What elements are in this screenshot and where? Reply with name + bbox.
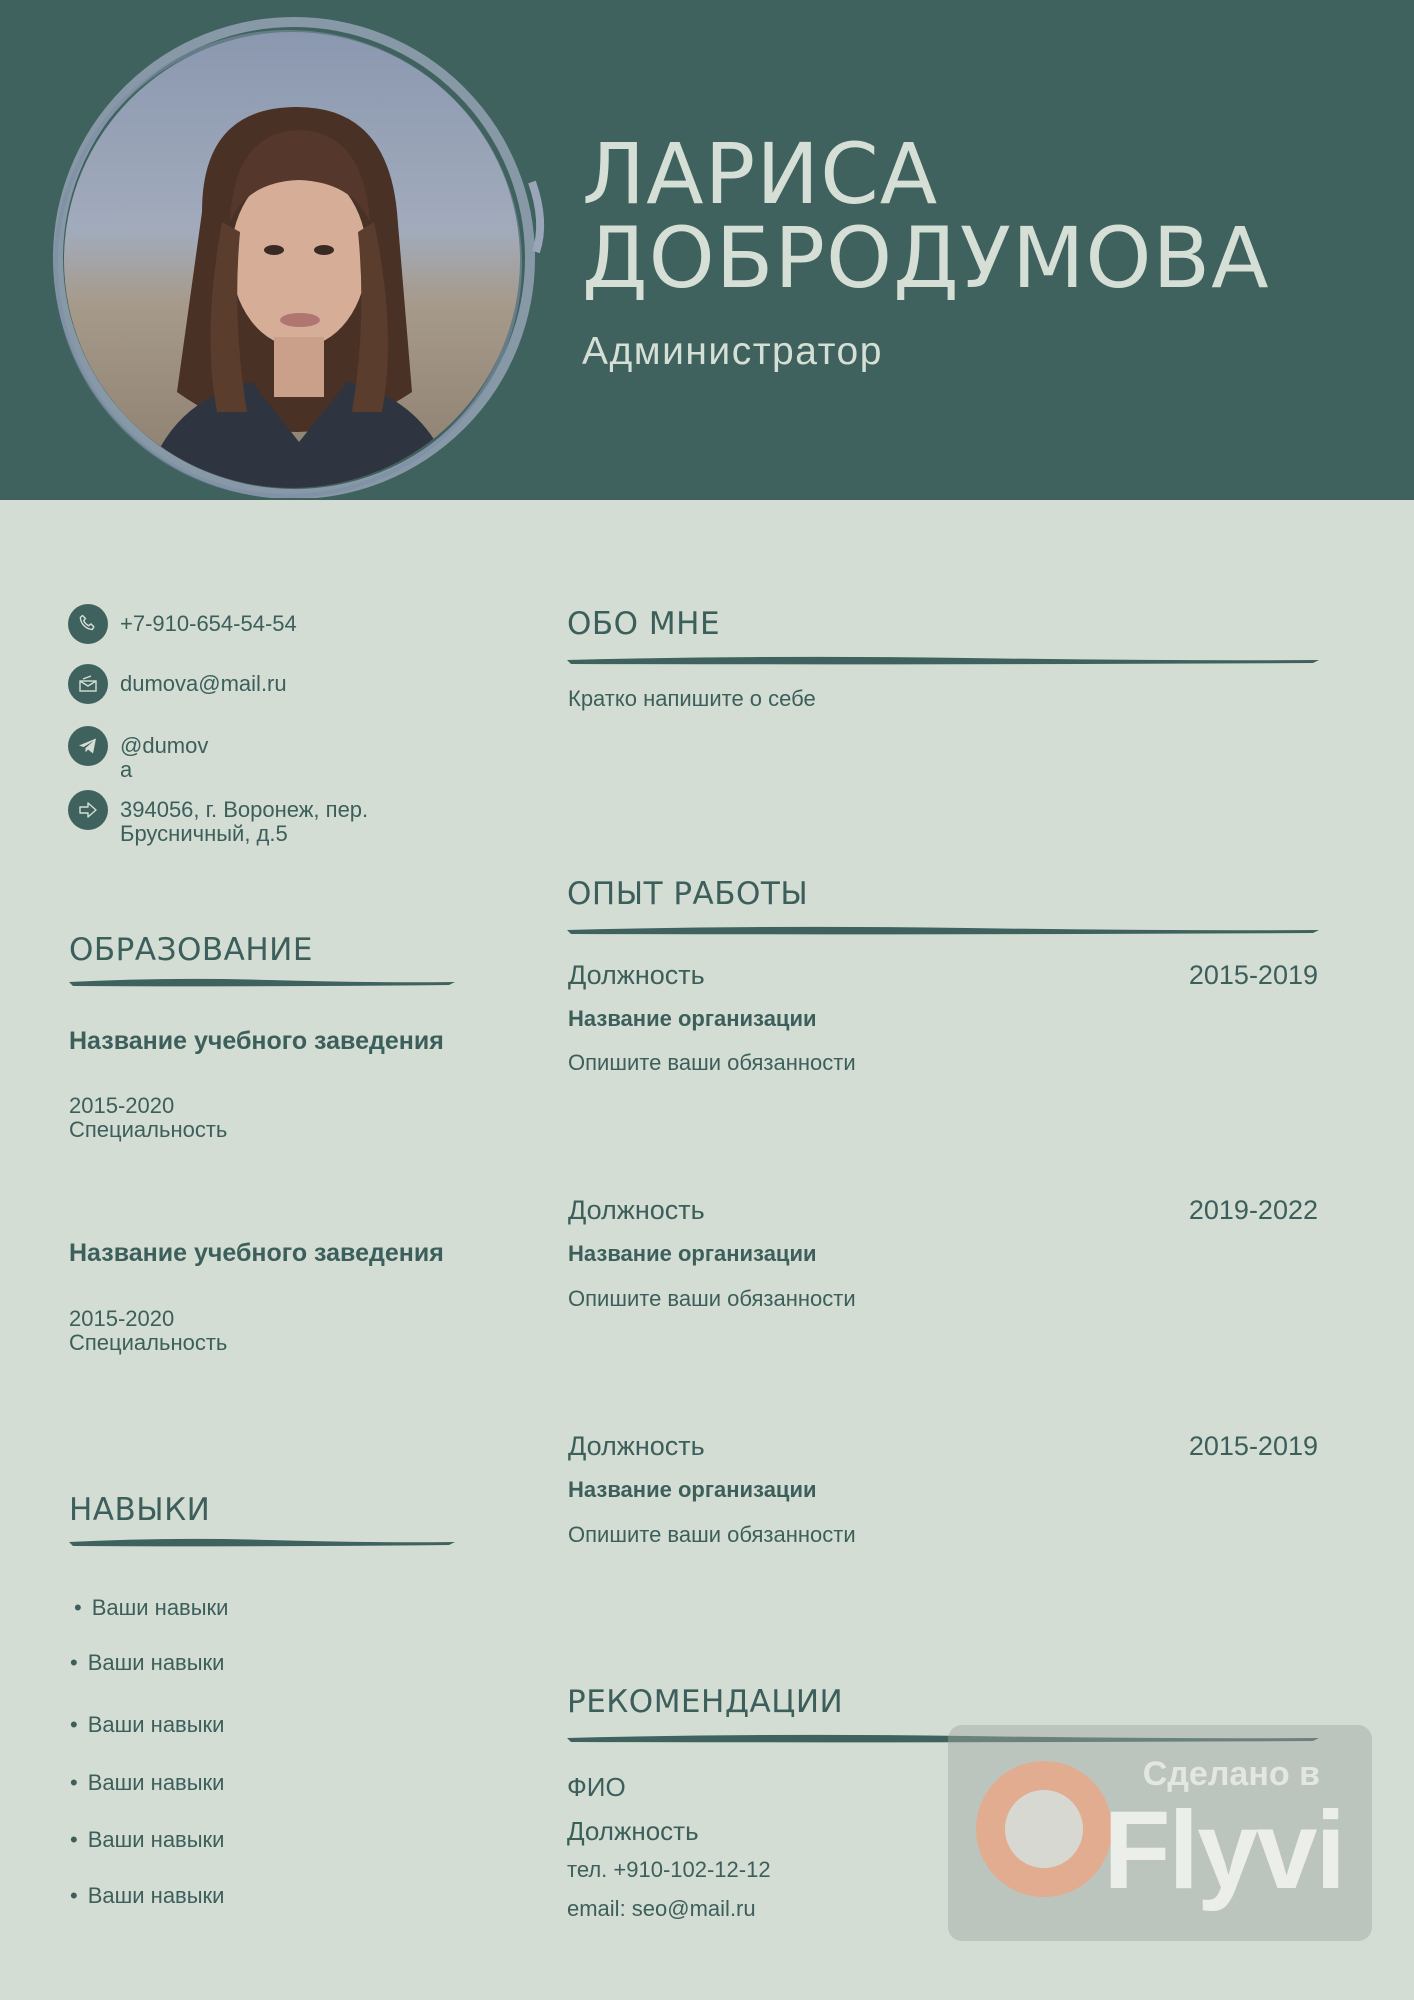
education-specialty: Специальность — [69, 1117, 228, 1142]
recommendation-position: Должность — [567, 1816, 699, 1846]
about-underline — [567, 654, 1319, 666]
job-description: Опишите ваши обязанности — [568, 1522, 856, 1547]
about-title: ОБО МНЕ — [567, 606, 721, 642]
recommendation-email: email: seo@mail.ru — [567, 1896, 756, 1921]
email-text: dumova@mail.ru — [120, 671, 287, 696]
full-name — [582, 125, 1270, 307]
skill-item: • Ваши навыки — [70, 1827, 224, 1853]
education-specialty: Специальность — [69, 1330, 228, 1355]
flyvi-logo-icon — [976, 1761, 1112, 1897]
skill-item: • Ваши навыки — [74, 1595, 228, 1621]
skill-item: • Ваши навыки — [70, 1650, 224, 1676]
job-position: Должность — [568, 1431, 705, 1461]
arrow-right-icon — [68, 790, 108, 830]
contact-telegram — [68, 726, 208, 782]
watermark-caption: Сделано в — [1142, 1755, 1320, 1793]
contact-address — [68, 790, 368, 846]
education-years: 2015-2020 — [69, 1093, 175, 1118]
job-organization: Название организации — [568, 1241, 817, 1266]
flyvi-watermark — [948, 1725, 1372, 1941]
telegram-icon — [68, 726, 108, 766]
job-description: Опишите ваши обязанности — [568, 1286, 856, 1311]
recommendation-fio: ФИО — [567, 1772, 626, 1802]
recommendation-phone: тел. +910-102-12-12 — [567, 1857, 771, 1882]
skills-underline — [69, 1536, 455, 1548]
job-position: Должность — [568, 1195, 705, 1225]
job-years: 2015-2019 — [1188, 1431, 1318, 1461]
contact-phone — [68, 604, 297, 644]
job-years: 2015-2019 — [1188, 960, 1318, 990]
education-years: 2015-2020 — [69, 1306, 175, 1331]
job-years: 2019-2022 — [1188, 1195, 1318, 1225]
education-title: ОБРАЗОВАНИЕ — [69, 932, 313, 968]
education-institution: Название учебного заведения — [69, 1027, 444, 1055]
watermark-brand: Flyvi — [1103, 1789, 1344, 1912]
profile-photo — [52, 12, 552, 498]
telegram-text-line1: @dumov — [120, 733, 209, 758]
job-position: Должность — [568, 960, 705, 990]
address-line2: Брусничный, д.5 — [120, 821, 288, 846]
header-banner — [0, 0, 1414, 500]
skills-title: НАВЫКИ — [69, 1492, 211, 1528]
job-organization: Название организации — [568, 1477, 817, 1502]
skill-item: • Ваши навыки — [70, 1712, 224, 1738]
address-line1: 394056, г. Воронеж, пер. — [120, 797, 369, 822]
phone-text: +7-910-654-54-54 — [120, 611, 297, 636]
education-institution: Название учебного заведения — [69, 1239, 444, 1267]
mail-icon — [68, 664, 108, 704]
job-organization: Название организации — [568, 1006, 817, 1031]
phone-icon — [68, 604, 108, 644]
telegram-text-line2: а — [120, 757, 133, 782]
experience-title: ОПЫТ РАБОТЫ — [567, 876, 809, 912]
education-underline — [69, 976, 455, 988]
name-second-line: ДОБРОДУМОВА — [582, 209, 1270, 307]
experience-underline — [567, 924, 1319, 936]
skill-item: • Ваши навыки — [70, 1770, 224, 1796]
recommendations-title: РЕКОМЕНДАЦИИ — [567, 1684, 844, 1720]
contact-email — [68, 664, 287, 704]
about-text: Кратко напишите о себе — [568, 686, 816, 711]
job-role: Администратор — [582, 330, 883, 373]
job-description: Опишите ваши обязанности — [568, 1050, 856, 1075]
skill-item: • Ваши навыки — [70, 1883, 224, 1909]
name-first-line: ЛАРИСА — [582, 125, 939, 223]
